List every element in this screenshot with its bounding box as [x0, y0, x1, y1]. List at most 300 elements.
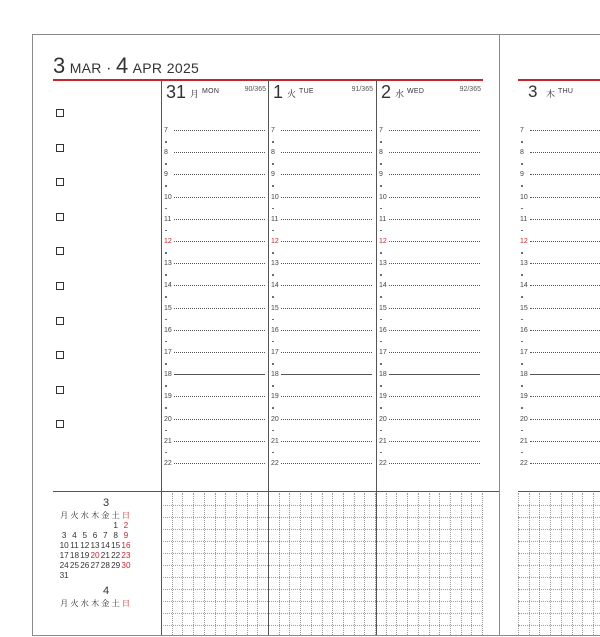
mini-calendar-date[interactable]: 30 — [121, 561, 131, 570]
grid-line — [518, 553, 600, 554]
half-hour-dot — [272, 141, 274, 143]
hour-label: 8 — [379, 149, 383, 157]
hour-label: 22 — [520, 460, 528, 467]
half-hour-dot — [380, 274, 382, 276]
half-hour-dot — [521, 363, 523, 365]
hour-label: 7 — [520, 127, 524, 134]
day-number: 1 — [273, 82, 284, 102]
half-hour-dot — [165, 452, 167, 454]
checkbox[interactable] — [56, 144, 64, 152]
checkbox[interactable] — [56, 178, 64, 186]
hour-line[interactable] — [174, 419, 265, 420]
grid-line — [482, 493, 483, 635]
hour-label: 8 — [271, 149, 275, 157]
hour-line[interactable] — [174, 241, 265, 242]
half-hour-dot — [380, 185, 382, 187]
mini-calendar-date[interactable]: 10 — [59, 541, 69, 550]
half-hour-dot — [380, 407, 382, 409]
half-hour-dot — [272, 385, 274, 387]
hour-line[interactable] — [174, 374, 265, 375]
hour-line[interactable] — [389, 374, 480, 375]
half-hour-dot — [272, 185, 274, 187]
half-hour-dot — [165, 296, 167, 298]
hour-label: 14 — [271, 282, 279, 290]
hour-label: 21 — [164, 437, 172, 445]
hour-line[interactable] — [281, 241, 372, 242]
half-hour-dot — [380, 208, 382, 210]
hour-label: 9 — [379, 171, 383, 179]
mini-calendar-weekday: 月 — [60, 599, 69, 608]
hour-line[interactable] — [389, 197, 480, 198]
hour-label: 19 — [271, 393, 279, 401]
mini-calendar-weekday: 木 — [90, 599, 100, 608]
grid-line — [518, 529, 600, 530]
day-progress: 91/365 — [351, 86, 373, 93]
hour-line[interactable] — [389, 396, 480, 397]
half-hour-dot — [272, 252, 274, 254]
grid-line — [518, 577, 600, 578]
mini-calendar-date[interactable]: 28 — [100, 561, 110, 570]
hour-label: 12 — [164, 238, 172, 245]
hour-label: 21 — [520, 437, 528, 445]
hour-line[interactable] — [389, 330, 480, 331]
hour-line[interactable] — [174, 285, 265, 286]
day-progress: 90/365 — [244, 86, 266, 93]
hour-label: 18 — [379, 371, 387, 379]
mini-calendar-date[interactable]: 13 — [90, 541, 100, 550]
half-hour-dot — [521, 141, 523, 143]
month-end-number: 4 — [115, 53, 129, 78]
grid-line — [161, 505, 482, 506]
mini-calendar-date[interactable]: 16 — [121, 541, 131, 550]
grid-line — [161, 517, 482, 518]
hour-label: 20 — [271, 415, 279, 423]
mini-calendar-date[interactable]: 8 — [113, 531, 118, 540]
hour-line[interactable] — [530, 241, 600, 242]
hour-line[interactable] — [530, 463, 600, 464]
checkbox[interactable] — [56, 109, 64, 117]
checkbox[interactable] — [56, 247, 64, 255]
hour-line[interactable] — [389, 152, 480, 153]
hour-label: 7 — [164, 127, 168, 134]
half-hour-dot — [165, 274, 167, 276]
grid-line — [518, 601, 600, 602]
day-column — [268, 79, 376, 535]
year-label: 2025 — [166, 60, 200, 76]
column-separator — [268, 491, 269, 635]
day-weekday: TUE — [299, 88, 314, 95]
half-hour-dot — [272, 163, 274, 165]
hour-line[interactable] — [530, 285, 600, 286]
half-hour-dot — [165, 319, 167, 321]
hour-line[interactable] — [281, 219, 372, 220]
half-hour-dot — [272, 452, 274, 454]
day-header — [269, 79, 376, 101]
hour-line[interactable] — [281, 352, 372, 353]
half-hour-dot — [380, 363, 382, 365]
hour-line[interactable] — [530, 263, 600, 264]
hour-line[interactable] — [389, 463, 480, 464]
day-weekday: WED — [407, 88, 425, 95]
mini-calendar-title: 3 — [103, 497, 110, 509]
page-header — [53, 53, 483, 81]
hour-line[interactable] — [530, 441, 600, 442]
half-hour-dot — [521, 430, 523, 432]
right-page — [499, 34, 600, 636]
mini-calendar-weekday: 水 — [80, 511, 89, 520]
checkbox[interactable] — [56, 213, 64, 221]
mini-calendar-date[interactable]: 19 — [80, 551, 90, 560]
day-weekday: THU — [558, 88, 574, 95]
left-page — [32, 34, 503, 636]
grid-line — [518, 517, 600, 518]
hour-label: 15 — [271, 304, 279, 312]
hour-line[interactable] — [530, 152, 600, 153]
hour-label: 9 — [520, 171, 524, 179]
hour-line[interactable] — [174, 330, 265, 331]
hour-label: 19 — [520, 393, 528, 401]
hour-label: 14 — [379, 282, 387, 290]
half-hour-dot — [165, 141, 167, 143]
hour-line[interactable] — [281, 308, 372, 309]
hour-line[interactable] — [174, 396, 265, 397]
hour-line[interactable] — [174, 308, 265, 309]
half-hour-dot — [521, 407, 523, 409]
hour-label: 14 — [520, 282, 528, 290]
mini-calendar-date[interactable]: 20 — [90, 551, 100, 560]
mini-calendar-weekday: 土 — [111, 599, 120, 608]
hour-line[interactable] — [174, 174, 265, 175]
mini-calendar-date[interactable]: 15 — [111, 541, 121, 550]
mini-calendar-date[interactable]: 14 — [100, 541, 110, 550]
hour-label: 22 — [271, 460, 279, 467]
bottom-separator — [53, 491, 502, 492]
hour-label: 16 — [164, 326, 172, 334]
hour-line[interactable] — [530, 352, 600, 353]
half-hour-dot — [165, 208, 167, 210]
half-hour-dot — [165, 185, 167, 187]
half-hour-dot — [165, 230, 167, 232]
half-hour-dot — [272, 363, 274, 365]
mini-calendar-date[interactable]: 9 — [123, 531, 129, 540]
hour-line[interactable] — [530, 174, 600, 175]
day-progress: 92/365 — [459, 86, 481, 93]
day-weekday: MON — [202, 88, 220, 95]
half-hour-dot — [380, 430, 382, 432]
hour-label: 18 — [271, 371, 279, 379]
column-separator — [161, 491, 162, 635]
hour-line[interactable] — [389, 441, 480, 442]
month-start-label: MAR — [69, 60, 102, 76]
hour-label: 16 — [379, 326, 387, 334]
mini-calendar-date[interactable]: 7 — [103, 531, 108, 540]
hour-line[interactable] — [389, 130, 480, 131]
checkbox[interactable] — [56, 420, 64, 428]
half-hour-dot — [380, 296, 382, 298]
half-hour-dot — [521, 452, 523, 454]
hour-line[interactable] — [389, 263, 480, 264]
hour-line[interactable] — [530, 374, 600, 375]
hour-label: 12 — [520, 238, 528, 245]
hour-line[interactable] — [389, 241, 480, 242]
grid-line — [518, 541, 600, 542]
half-hour-dot — [521, 208, 523, 210]
half-hour-dot — [521, 274, 523, 276]
right-bottom-separator — [518, 491, 600, 492]
hour-label: 21 — [271, 437, 279, 445]
hour-label: 10 — [379, 193, 387, 201]
hour-label: 13 — [379, 260, 387, 268]
hour-label: 12 — [271, 238, 279, 245]
mini-calendar-date[interactable]: 6 — [92, 531, 98, 540]
hour-label: 18 — [520, 371, 528, 379]
hour-line[interactable] — [174, 352, 265, 353]
hour-label: 7 — [271, 127, 275, 134]
hour-label: 17 — [164, 349, 172, 356]
grid-line — [518, 505, 600, 506]
half-hour-dot — [380, 385, 382, 387]
half-hour-dot — [272, 407, 274, 409]
day-header — [518, 79, 600, 101]
hour-line[interactable] — [389, 219, 480, 220]
hour-label: 10 — [164, 193, 172, 201]
mini-calendar-weekday: 土 — [111, 511, 120, 520]
mini-calendar-date[interactable]: 11 — [70, 541, 79, 550]
mini-calendar-weekday: 日 — [121, 599, 131, 608]
mini-calendar-date[interactable]: 26 — [80, 561, 90, 570]
hour-label: 22 — [379, 460, 387, 467]
hour-label: 20 — [164, 415, 172, 423]
hour-line[interactable] — [174, 130, 265, 131]
day-header — [162, 79, 269, 101]
half-hour-dot — [165, 430, 167, 432]
column-separator — [376, 491, 377, 635]
mini-calendar-date[interactable]: 2 — [123, 521, 129, 530]
hour-line[interactable] — [530, 197, 600, 198]
half-hour-dot — [521, 230, 523, 232]
mini-calendar-date[interactable]: 4 — [72, 531, 77, 540]
grid-line — [518, 589, 600, 590]
hour-line[interactable] — [281, 174, 372, 175]
hour-line[interactable] — [174, 441, 265, 442]
hour-line[interactable] — [281, 285, 372, 286]
mini-calendar-date[interactable]: 5 — [82, 531, 88, 540]
mini-calendar-date[interactable]: 31 — [59, 571, 69, 580]
half-hour-dot — [380, 319, 382, 321]
mini-calendar-date[interactable]: 29 — [111, 561, 121, 570]
grid-line — [161, 529, 482, 530]
mini-calendar-weekday: 金 — [101, 599, 110, 608]
hour-line[interactable] — [530, 330, 600, 331]
hour-label: 7 — [379, 127, 383, 134]
day-column — [161, 79, 269, 535]
day-kanji: 月 — [190, 89, 200, 99]
hour-label: 18 — [164, 371, 172, 379]
mini-calendar-date[interactable]: 1 — [113, 521, 118, 530]
half-hour-dot — [272, 208, 274, 210]
checkbox[interactable] — [56, 317, 64, 325]
hour-line[interactable] — [281, 419, 372, 420]
day-header — [377, 79, 484, 101]
mini-calendar-date[interactable]: 27 — [90, 561, 100, 570]
hour-line[interactable] — [530, 419, 600, 420]
hour-line[interactable] — [281, 374, 372, 375]
grid-line — [161, 601, 482, 602]
half-hour-dot — [272, 274, 274, 276]
mini-calendar-date[interactable]: 3 — [61, 531, 67, 540]
checkbox[interactable] — [56, 282, 64, 290]
half-hour-dot — [380, 341, 382, 343]
day-column — [376, 79, 484, 535]
half-hour-dot — [272, 296, 274, 298]
hour-label: 17 — [379, 349, 387, 356]
hour-label: 11 — [379, 215, 387, 223]
half-hour-dot — [272, 430, 274, 432]
hour-label: 8 — [520, 149, 524, 157]
hour-label: 13 — [520, 260, 528, 268]
mini-calendar-weekday: 火 — [70, 511, 79, 520]
hour-label: 13 — [271, 260, 279, 268]
hour-line[interactable] — [389, 174, 480, 175]
hour-line[interactable] — [281, 197, 372, 198]
half-hour-dot — [165, 385, 167, 387]
checkbox[interactable] — [56, 386, 64, 394]
hour-label: 20 — [379, 415, 387, 423]
day-column-thursday — [518, 79, 600, 535]
day-number: 2 — [381, 82, 392, 102]
hour-line[interactable] — [530, 308, 600, 309]
hour-label: 20 — [520, 415, 528, 423]
mini-calendar-weekday: 木 — [90, 511, 100, 520]
hour-label: 12 — [379, 238, 387, 245]
mini-calendar-date[interactable]: 25 — [69, 561, 79, 570]
hour-line[interactable] — [281, 152, 372, 153]
hour-line[interactable] — [174, 263, 265, 264]
grid-line — [518, 565, 600, 566]
hour-label: 15 — [164, 304, 172, 312]
hour-label: 15 — [520, 304, 528, 312]
hour-label: 13 — [164, 260, 172, 268]
mini-calendar-date[interactable]: 24 — [59, 561, 69, 570]
half-hour-dot — [380, 163, 382, 165]
mini-calendar-weekday: 月 — [60, 511, 69, 520]
hour-label: 15 — [379, 304, 387, 312]
half-hour-dot — [165, 252, 167, 254]
hour-line[interactable] — [530, 130, 600, 131]
hour-label: 22 — [164, 460, 172, 467]
hour-label: 11 — [271, 215, 279, 223]
half-hour-dot — [165, 363, 167, 365]
hour-label: 9 — [271, 171, 275, 179]
month-end-label: APR — [132, 60, 163, 76]
day-kanji: 水 — [395, 89, 405, 99]
day-kanji: 木 — [546, 89, 556, 99]
mini-calendar-date[interactable]: 12 — [80, 541, 90, 550]
hour-label: 16 — [271, 326, 279, 334]
half-hour-dot — [165, 407, 167, 409]
grid-line — [518, 613, 600, 614]
half-hour-dot — [272, 230, 274, 232]
half-hour-dot — [380, 141, 382, 143]
hour-line[interactable] — [389, 285, 480, 286]
hour-line[interactable] — [281, 463, 372, 464]
hour-label: 17 — [271, 349, 279, 356]
hour-line[interactable] — [174, 219, 265, 220]
mini-calendar-date[interactable]: 18 — [69, 551, 79, 560]
hour-label: 11 — [520, 215, 528, 223]
mini-calendar-weekday: 金 — [101, 511, 110, 520]
mini-calendar-weekday: 火 — [70, 599, 79, 608]
hour-label: 8 — [164, 149, 168, 157]
mini-calendar-title: 4 — [103, 585, 110, 597]
hour-line[interactable] — [389, 352, 480, 353]
hour-line[interactable] — [389, 308, 480, 309]
hour-label: 10 — [271, 193, 279, 201]
hour-line[interactable] — [281, 441, 372, 442]
grid-line — [161, 565, 482, 566]
mini-calendar-weekday: 水 — [80, 599, 89, 608]
hour-line[interactable] — [530, 219, 600, 220]
hour-label: 10 — [520, 193, 528, 201]
day-kanji: 火 — [287, 89, 297, 99]
mini-calendar-date[interactable]: 23 — [121, 551, 131, 560]
hour-label: 11 — [164, 215, 172, 223]
hour-line[interactable] — [389, 419, 480, 420]
grid-line — [161, 553, 482, 554]
hour-line[interactable] — [174, 152, 265, 153]
hour-label: 9 — [164, 171, 168, 179]
hour-line[interactable] — [174, 463, 265, 464]
half-hour-dot — [272, 341, 274, 343]
half-hour-dot — [380, 452, 382, 454]
half-hour-dot — [272, 319, 274, 321]
mini-calendar-weekday: 日 — [121, 511, 131, 520]
hour-line[interactable] — [281, 330, 372, 331]
half-hour-dot — [380, 230, 382, 232]
mini-calendar-date[interactable]: 22 — [111, 551, 121, 560]
half-hour-dot — [380, 252, 382, 254]
mini-calendar — [59, 497, 159, 637]
hour-label: 21 — [379, 437, 387, 445]
half-hour-dot — [521, 296, 523, 298]
half-hour-dot — [521, 185, 523, 187]
grid-line — [518, 625, 600, 626]
hour-line[interactable] — [281, 396, 372, 397]
mini-calendar-date[interactable]: 17 — [59, 551, 69, 560]
grid-line — [161, 625, 482, 626]
hour-label: 17 — [520, 349, 528, 356]
day-number: 3 — [528, 82, 538, 101]
hour-line[interactable] — [281, 130, 372, 131]
hour-line[interactable] — [174, 197, 265, 198]
half-hour-dot — [521, 341, 523, 343]
checkbox[interactable] — [56, 351, 64, 359]
half-hour-dot — [165, 163, 167, 165]
half-hour-dot — [521, 385, 523, 387]
mini-calendar-date[interactable]: 21 — [100, 551, 110, 560]
half-hour-dot — [521, 252, 523, 254]
half-hour-dot — [165, 341, 167, 343]
half-hour-dot — [521, 319, 523, 321]
half-hour-dot — [521, 163, 523, 165]
hour-label: 16 — [520, 326, 528, 334]
hour-line[interactable] — [530, 396, 600, 397]
day-number: 31 — [166, 82, 187, 102]
hour-line[interactable] — [281, 263, 372, 264]
range-separator: · — [106, 60, 112, 77]
hour-label: 19 — [379, 393, 387, 401]
month-start-number: 3 — [53, 53, 66, 78]
